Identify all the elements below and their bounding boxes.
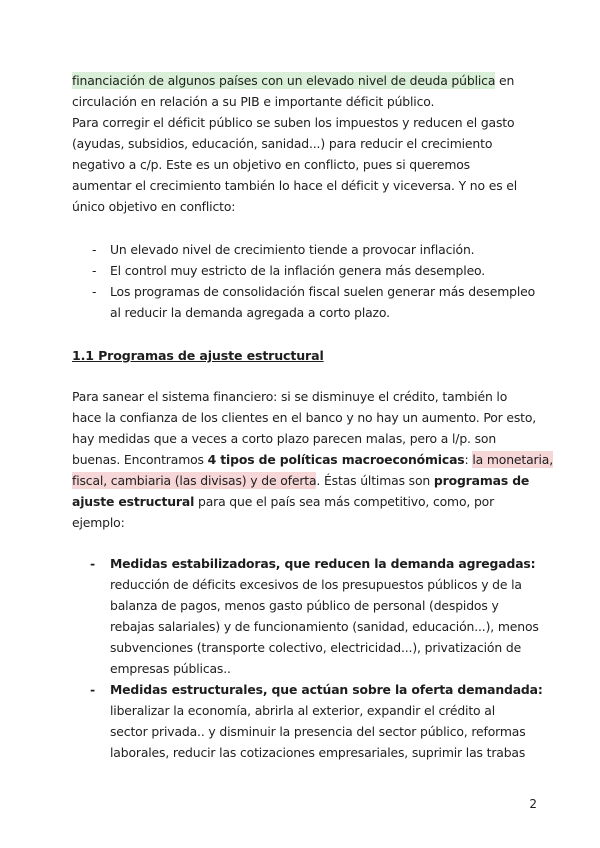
paragraph-ajuste	[72, 386, 554, 533]
paragraph-intro	[72, 70, 532, 217]
list-item	[72, 260, 532, 281]
text-line	[72, 449, 554, 470]
text-line: sector privada.. y disminuir la presencia del sector público, reformas	[110, 724, 526, 739]
text-span: . Éstas últimas son	[316, 473, 434, 488]
list-item-text: Un elevado nivel de crecimiento tiende a provocar inflación.	[110, 242, 475, 257]
text-line	[72, 470, 532, 491]
text-span: para que el país sea más competitivo, como, por	[194, 494, 495, 509]
dash-bullet: -	[92, 263, 97, 278]
text-line: Para corregir el déficit público se suben los impuestos y reducen el gasto	[72, 115, 515, 130]
text-line: (ayudas, subsidios, educación, sanidad...) para reducir el crecimiento	[72, 136, 493, 151]
list-item	[72, 553, 536, 574]
heading-text: 1.1 Programas de ajuste estructural	[72, 348, 324, 363]
list-item-title: Medidas estabilizadoras, que reducen la demanda agregadas:	[110, 556, 536, 571]
text-line: ejemplo:	[72, 515, 125, 530]
text-span: en	[495, 73, 515, 88]
list-item-text: Los programas de consolidación fiscal suelen generar más desempleo	[110, 284, 536, 299]
highlighted-text: fiscal, cambiaria (las divisas) y de oferta	[72, 473, 317, 488]
text-span: :	[464, 452, 473, 467]
list-item-title: Medidas estructurales, que actúan sobre la oferta demandada:	[110, 682, 543, 697]
dash-bullet: -	[92, 242, 97, 257]
text-line: único objetivo en conflicto:	[72, 199, 236, 214]
list-item-continuation: al reducir la demanda agregada a corto plazo.	[110, 305, 390, 320]
text-line: circulación en relación a su PIB e importante déficit público.	[72, 94, 435, 109]
text-line: Para sanear el sistema financiero: si se disminuye el crédito, también lo	[72, 389, 508, 404]
text-line	[72, 491, 532, 512]
bold-text: 4 tipos de políticas macroeconómicas	[207, 452, 465, 467]
list-item	[72, 679, 543, 700]
text-line: subvenciones (transporte colectivo, electricidad...), privatización de	[110, 640, 522, 655]
dash-bullet: -	[90, 682, 95, 697]
text-line: hay medidas que a veces a corto plazo parecen malas, pero a l/p. son	[72, 431, 497, 446]
highlighted-text: la monetaria,	[472, 452, 554, 467]
dash-bullet: -	[90, 556, 95, 571]
conflict-list	[72, 239, 536, 323]
text-line: liberalizar la economía, abrirla al exterior, expandir el crédito al	[110, 703, 495, 718]
list-item	[72, 239, 532, 260]
text-line: aumentar el crecimiento también lo hace el déficit y viceversa. Y no es el	[72, 178, 518, 193]
list-item-text: El control muy estricto de la inflación genera más desempleo.	[110, 263, 486, 278]
measures-list	[72, 553, 543, 763]
dash-bullet: -	[92, 284, 97, 299]
text-line: hace la confianza de los clientes en el banco y no hay un aumento. Por esto,	[72, 410, 537, 425]
page-number: 2	[529, 797, 537, 811]
text-line: balanza de pagos, menos gasto público de personal (despidos y	[110, 598, 499, 613]
text-line: rebajas salariales) y de funcionamiento (sanidad, educación...), menos	[110, 619, 539, 634]
section-heading	[72, 345, 532, 366]
text-line: reducción de déficits excesivos de los presupuestos públicos y de la	[110, 577, 522, 592]
list-item	[72, 281, 536, 302]
text-line: laborales, reducir las cotizaciones empresariales, suprimir las trabas	[110, 745, 526, 760]
highlighted-text: financiación de algunos países con un elevado nivel de deuda pública	[72, 73, 496, 88]
text-line	[72, 70, 532, 91]
text-span: buenas. Encontramos	[72, 452, 208, 467]
text-line: negativo a c/p. Este es un objetivo en conflicto, pues si queremos	[72, 157, 470, 172]
bold-text: programas de	[433, 473, 530, 488]
bold-text: ajuste estructural	[72, 494, 195, 509]
text-line: empresas públicas..	[110, 661, 231, 676]
